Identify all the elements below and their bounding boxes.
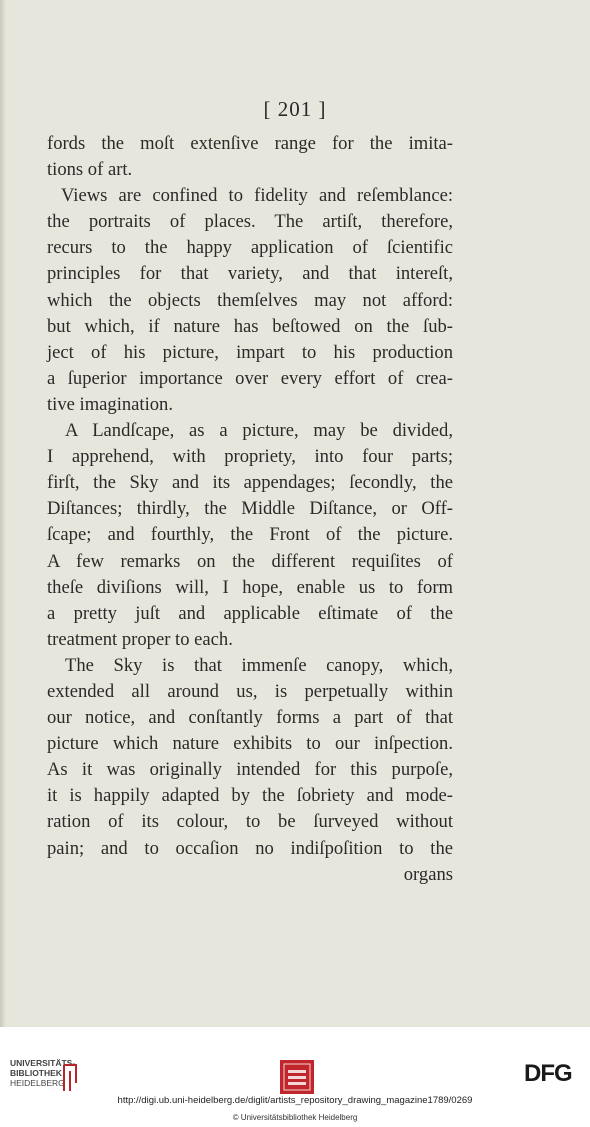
body-text xyxy=(47,131,453,888)
text-line: tive imagination. xyxy=(47,393,173,415)
text-line: which the objects themſelves may not afford: xyxy=(47,289,453,311)
text-line: our notice, and conſtantly forms a part of that xyxy=(47,707,453,729)
text-line: but which, if nature has beſtowed on the ſub- xyxy=(47,315,453,337)
text-line: picture which nature exhibits to our inſpection. xyxy=(47,733,453,755)
library-line: UNIVERSITÄTS- xyxy=(10,1058,76,1068)
text-line: tions of art. xyxy=(47,159,133,181)
text-line: The Sky is that immenſe canopy, which, xyxy=(65,654,453,676)
text-line: fords the moſt extenſive range for the imita- xyxy=(47,133,453,154)
text-line: I apprehend, with propriety, into four parts; xyxy=(47,446,453,468)
text-line: ſcape; and fourthly, the Front of the picture. xyxy=(47,524,453,546)
text-line: Views are confined to fidelity and reſemblance: xyxy=(61,185,453,207)
library-logo-icon xyxy=(60,1061,82,1093)
dfg-logo: DFG xyxy=(524,1060,572,1087)
text-line: A few remarks on the different requiſites of xyxy=(47,550,453,572)
text-line: extended all around us, is perpetually within xyxy=(47,680,453,702)
text-line: recurs to the happy application of ſcientific xyxy=(47,237,453,259)
source-url[interactable]: http://digi.ub.uni-heidelberg.de/diglit/artists_repository_drawing_magazine1789/0269 xyxy=(117,1095,473,1106)
text-line: it is happily adapted by the ſobriety and mode- xyxy=(47,785,453,807)
page-number: [ 201 ] xyxy=(263,97,327,121)
text-line: ration of its colour, to be ſurveyed without xyxy=(47,811,453,833)
text-line: firſt, the Sky and its appendages; ſecondly, the xyxy=(47,472,453,494)
text-line: A Landſcape, as a picture, may be divided, xyxy=(65,420,453,442)
page-edge-shadow xyxy=(0,0,6,1027)
text-line: pain; and to occaſion no indiſpoſition to the xyxy=(47,837,453,859)
text-line: As it was originally intended for this purpoſe, xyxy=(47,759,453,781)
text-line: Diſtances; thirdly, the Middle Diſtance, or Off- xyxy=(47,498,453,520)
copyright-notice: © Universitätsbibliothek Heidelberg xyxy=(232,1113,358,1122)
text-line: a ſuperior importance over every effort of crea- xyxy=(47,367,453,389)
library-line: HEIDELBERG xyxy=(10,1078,65,1088)
text-line: ject of his picture, impart to his production xyxy=(47,341,453,363)
red-stamp-icon xyxy=(280,1060,314,1094)
text-line: theſe diviſions will, I hope, enable us to form xyxy=(47,576,453,598)
text-line: treatment proper to each. xyxy=(47,628,233,650)
catchword: organs xyxy=(403,863,453,885)
library-line: BIBLIOTHEK xyxy=(10,1068,62,1078)
text-line: the portraits of places. The artiſt, therefore, xyxy=(47,211,453,233)
text-line: principles for that variety, and that intereſt, xyxy=(47,263,453,285)
text-line: a pretty juſt and applicable eſtimate of the xyxy=(47,602,453,624)
